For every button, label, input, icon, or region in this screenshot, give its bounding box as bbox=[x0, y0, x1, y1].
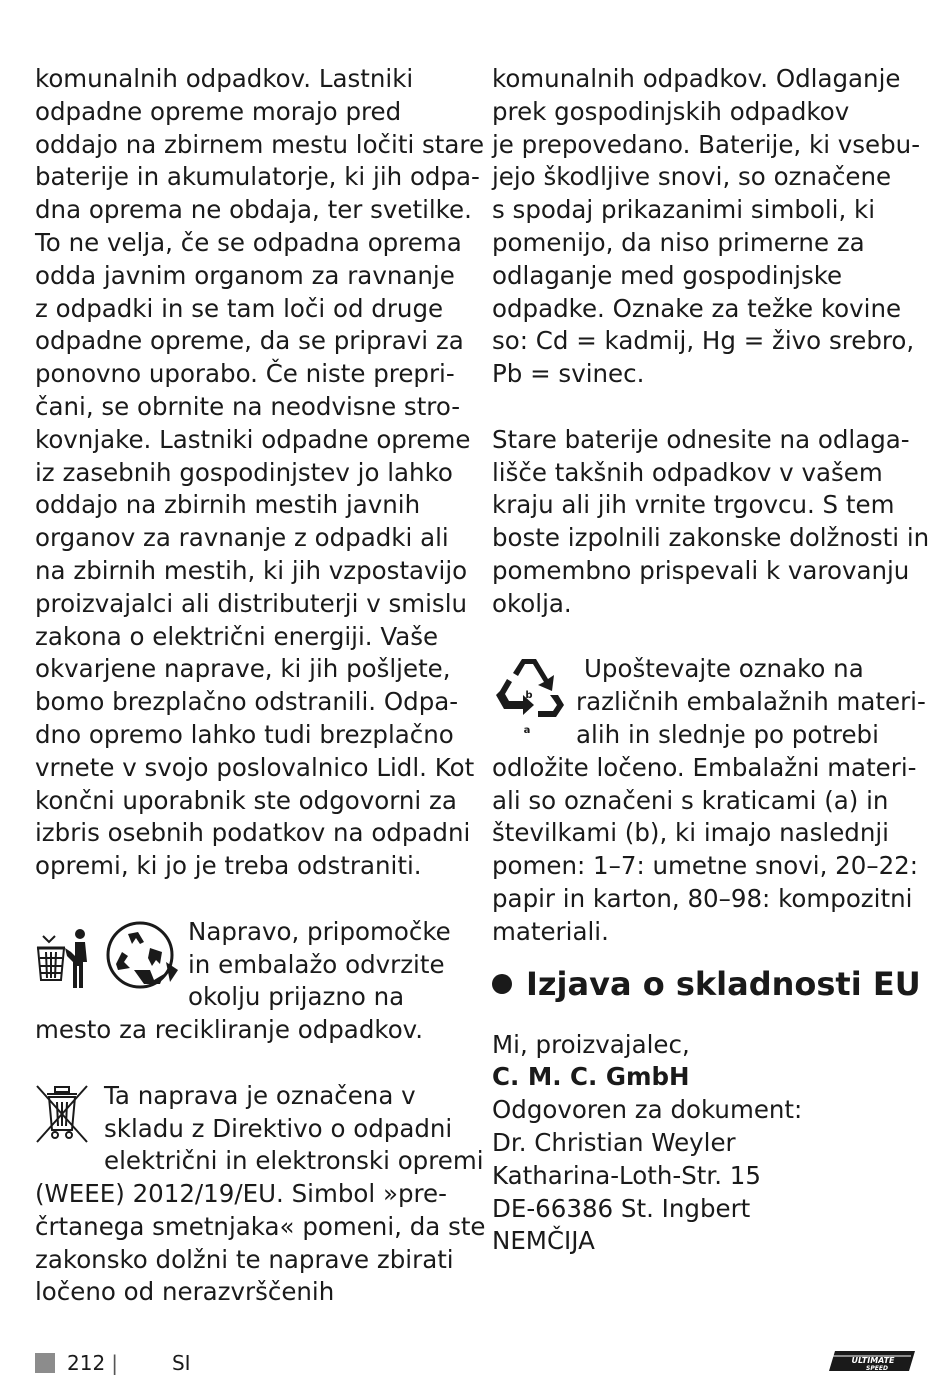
declaration-line: Odgovoren za dokument: bbox=[492, 1095, 803, 1125]
text-line: komunalnih odpadkov. Lastniki bbox=[35, 64, 414, 93]
text-line: so: Cd = kadmij, Hg = živo srebro, bbox=[492, 326, 915, 356]
svg-text:SPEED: SPEED bbox=[866, 1365, 888, 1372]
text-line: okvarjene naprave, ki jih pošljete, bbox=[35, 654, 451, 684]
text-line: okolju prijazno na bbox=[188, 982, 405, 1012]
text-line: odpadne opreme morajo pred bbox=[35, 96, 402, 126]
text-line: ponovno uporabo. Če niste prepri- bbox=[35, 359, 455, 389]
text-line: kovnjake. Lastniki odpadne opreme bbox=[35, 424, 471, 454]
text-line: To ne velja, če se odpadna oprema bbox=[35, 227, 462, 257]
text-line: Upoštevajte oznako na bbox=[584, 654, 864, 684]
text-line: Stare baterije odnesite na odlaga- bbox=[492, 424, 910, 454]
text-line: dno opremo lahko tudi brezplačno bbox=[35, 719, 454, 749]
text-line: odpadke. Oznake za težke kovine bbox=[492, 293, 902, 323]
page-marker-icon bbox=[35, 1353, 55, 1373]
declaration-line: Dr. Christian Weyler bbox=[492, 1127, 736, 1157]
text-line: vrnete v svojo poslovalnico Lidl. Kot bbox=[35, 752, 475, 782]
text-line: dna oprema ne obdaja, ter svetilke. bbox=[35, 195, 472, 225]
text-line: oddajo na zbirnem mestu ločiti stare bbox=[35, 129, 485, 159]
text-line: boste izpolnili zakonske dolžnosti in bbox=[492, 523, 930, 553]
text-line: različnih embalažnih materi- bbox=[576, 687, 926, 717]
text-line: kraju ali jih vrnite trgovcu. S tem bbox=[492, 490, 895, 520]
text-line: opremi, ki jo je treba odstraniti. bbox=[35, 851, 422, 881]
right-column bbox=[492, 63, 930, 1258]
declaration-line: DE-66386 St. Ingbert bbox=[492, 1193, 751, 1223]
text-line: Ta naprava je označena v bbox=[104, 1080, 416, 1110]
heading-text: Izjava o skladnosti EU bbox=[526, 964, 921, 1003]
text-line: odložite ločeno. Embalažni materi- bbox=[492, 752, 917, 782]
text-line: je prepovedano. Baterije, ki vsebu- bbox=[492, 129, 921, 159]
text-line: odlaganje med gospodinjske bbox=[492, 260, 843, 290]
text-line: okolja. bbox=[492, 588, 572, 618]
text-line: prek gospodinjskih odpadkov bbox=[492, 96, 850, 126]
text-line: lišče takšnih odpadkov v vašem bbox=[492, 457, 883, 487]
company-name: C. M. C. GmbH bbox=[492, 1062, 690, 1092]
text-line: na zbirnih mestih, ki jih vzpostavijo bbox=[35, 555, 468, 585]
declaration-line: NEMČIJA bbox=[492, 1226, 595, 1256]
text-line: črtanega smetnjaka« pomeni, da ste bbox=[35, 1211, 486, 1241]
text-line: in embalažo odvrzite bbox=[188, 949, 445, 979]
text-line: alih in slednje po potrebi bbox=[576, 719, 879, 749]
text-line: odda javnim organom za ravnanje bbox=[35, 260, 455, 290]
text-line: izbris osebnih podatkov na odpadni bbox=[35, 818, 471, 848]
text-line: bomo brezplačno odstranili. Odpa- bbox=[35, 687, 459, 717]
text-line: (WEEE) 2012/19/EU. Simbol »pre- bbox=[35, 1179, 447, 1209]
text-line: električni in elektronski opremi bbox=[104, 1146, 484, 1176]
text-line: komunalnih odpadkov. Odlaganje bbox=[492, 64, 901, 93]
footer-separator: | bbox=[111, 1351, 118, 1375]
text-line: skladu z Direktivo o odpadni bbox=[104, 1113, 453, 1143]
recycle-bin-circle-icon bbox=[104, 918, 182, 992]
recycling-code-b: b bbox=[525, 690, 533, 702]
page-number: 212 bbox=[67, 1351, 106, 1375]
text-line: z odpadki in se tam loči od druge bbox=[35, 293, 444, 323]
text-line: številkami (b), ki imajo naslednji bbox=[492, 818, 889, 848]
section-heading bbox=[492, 959, 922, 1009]
text-line: jejo škodljive snovi, so označene bbox=[492, 162, 892, 192]
recycle-disposal-block bbox=[35, 916, 465, 1047]
weee-block bbox=[35, 1080, 486, 1310]
packaging-block bbox=[492, 653, 926, 948]
text-line: baterije in akumulatorje, ki jih odpa- bbox=[35, 162, 480, 192]
text-line: pomenijo, da niso primerne za bbox=[492, 227, 865, 257]
crossed-out-wheelie-bin-icon bbox=[35, 1084, 89, 1144]
left-column bbox=[35, 63, 486, 1309]
page-footer bbox=[35, 1348, 191, 1378]
text-line: materiali. bbox=[492, 916, 609, 946]
text-line: čani, se obrnite na neodvisne stro- bbox=[35, 391, 461, 421]
text-line: proizvajalci ali distributerji v smislu bbox=[35, 588, 468, 618]
declaration-line: Katharina-Loth-Str. 15 bbox=[492, 1160, 761, 1190]
declaration-block bbox=[492, 1029, 922, 1259]
text-line: mesto za recikliranje odpadkov. bbox=[35, 1015, 424, 1045]
text-line: Pb = svinec. bbox=[492, 359, 645, 389]
svg-text:ULTIMATE: ULTIMATE bbox=[851, 1356, 895, 1365]
left-paragraph-1 bbox=[35, 63, 485, 883]
text-line: zakonsko dolžni te naprave zbirati bbox=[35, 1244, 454, 1274]
text-line: ali so označeni s kraticami (a) in bbox=[492, 785, 889, 815]
text-line: s spodaj prikazanimi simboli, ki bbox=[492, 195, 876, 225]
text-line: iz zasebnih gospodinjstev jo lahko bbox=[35, 457, 453, 487]
text-line: pomen: 1–7: umetne snovi, 20–22: bbox=[492, 851, 918, 881]
right-paragraph-1 bbox=[492, 63, 922, 391]
text-line: pomembno prispevali k varovanju bbox=[492, 555, 910, 585]
bullet-icon bbox=[492, 974, 512, 994]
text-line: Napravo, pripomočke bbox=[188, 916, 451, 946]
recycling-code-a: a bbox=[523, 725, 531, 737]
person-trash-bin-icon bbox=[35, 922, 95, 992]
text-line: zakona o električni energiji. Vaše bbox=[35, 621, 439, 651]
language-code: SI bbox=[171, 1351, 191, 1375]
text-line: organov za ravnanje z odpadki ali bbox=[35, 523, 449, 553]
text-line: oddajo na zbirnih mestih javnih bbox=[35, 490, 421, 520]
brand-logo bbox=[829, 1350, 915, 1372]
text-line: odpadne opreme, da se pripravi za bbox=[35, 326, 464, 356]
text-line: končni uporabnik ste odgovorni za bbox=[35, 785, 457, 815]
text-line: ločeno od nerazvrščenih bbox=[35, 1277, 335, 1307]
declaration-line: Mi, proizvajalec, bbox=[492, 1029, 690, 1059]
right-paragraph-2 bbox=[492, 424, 930, 621]
recycling-triangle-icon bbox=[492, 653, 566, 739]
text-line: papir in karton, 80–98: kompozitni bbox=[492, 883, 913, 913]
